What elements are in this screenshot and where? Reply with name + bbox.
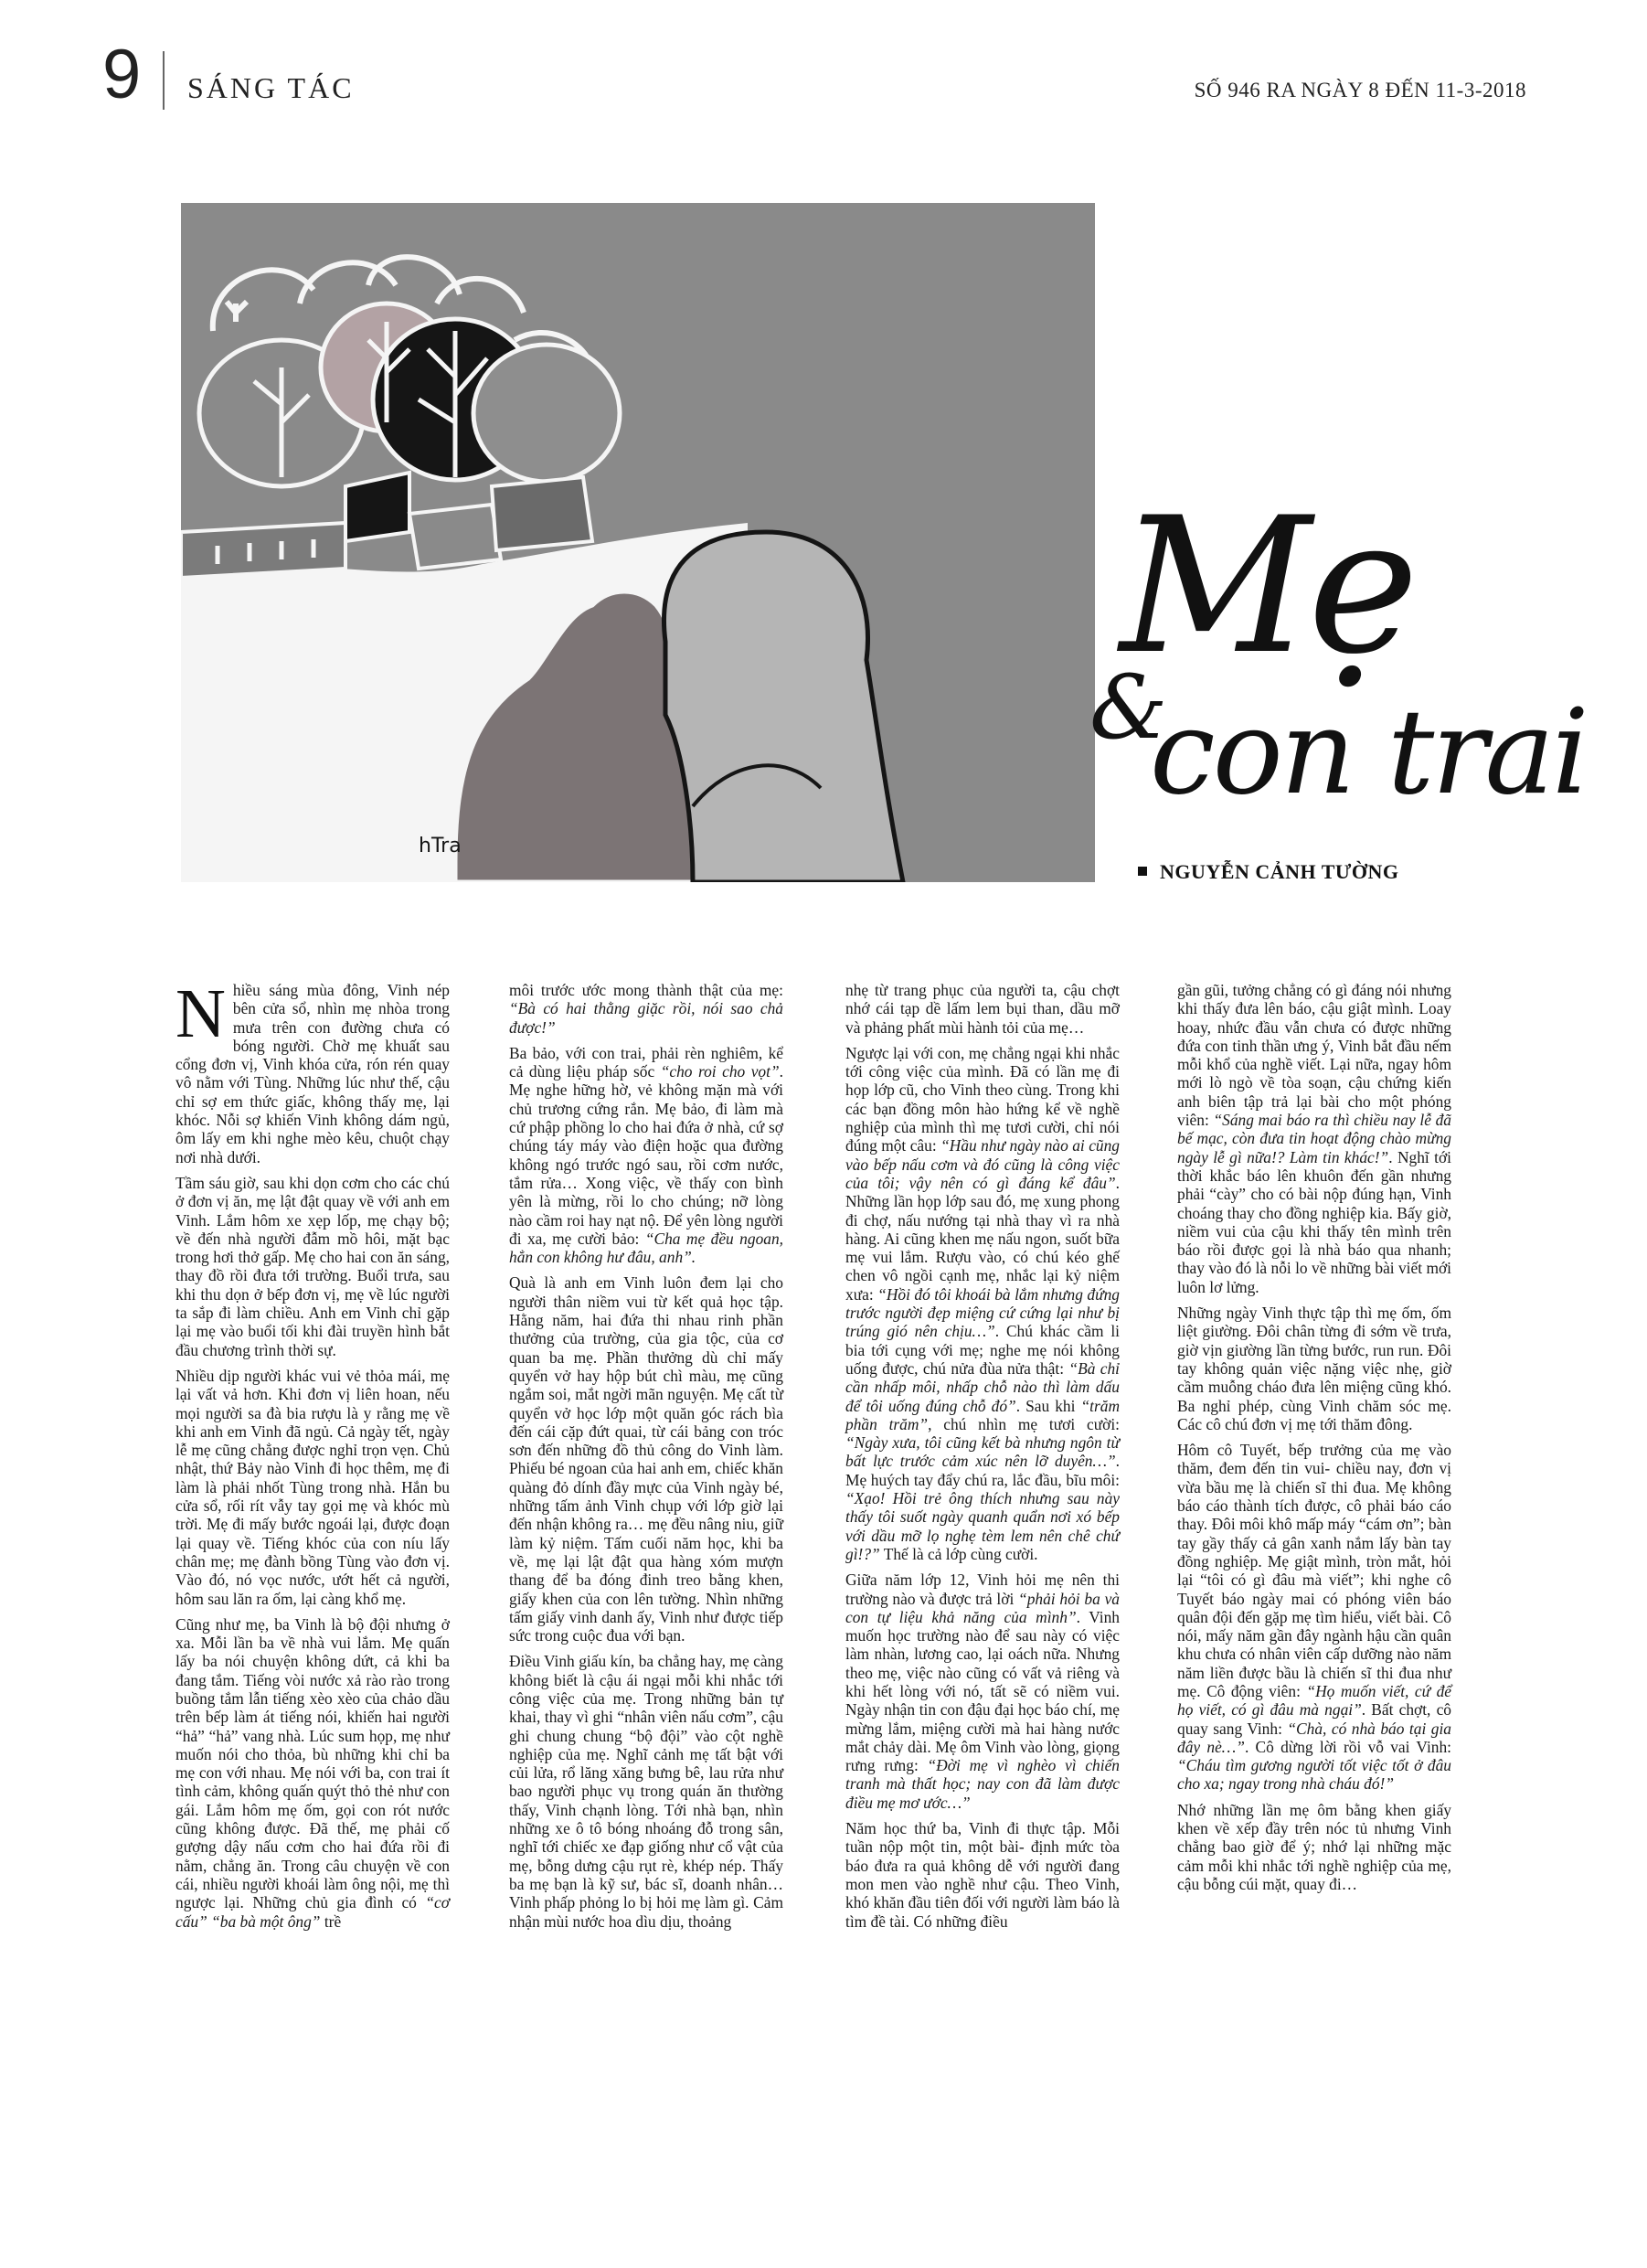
paragraph-text: Nhớ những lần mẹ ôm bằng khen giấy khen về xếp đầy trên nóc tủ nhưng Vinh chẳng bao giờ để ý; nhớ lại những mặc cảm mỗi khi nhắc tới nghề nghiệp của mẹ, cậu bỗng cúi mặt, quay đi… (1177, 1800, 1451, 1893)
text-column-1 (175, 975, 450, 1938)
quoted-speech: “trăm phần trăm” (845, 1396, 1121, 1433)
paragraph-text: Năm học thứ ba, Vinh đi thực tập. Mỗi tuần nộp một tin, một bài- định mức tòa báo đưa ra quả không dễ với người đang mon men vào nghề như cậu. Theo Vinh, khó khăn đầu tiên đối với người làm báo là tìm đề tài. Có những điều (845, 1819, 1120, 1931)
paragraph-text: . Những lần họp lớp sau đó, mẹ xung phong đi chợ, nấu nướng tại nhà thay vì ra nhà hàng. Ai cũng khen mẹ nấu ngon, suốt bữa mẹ vui lắm. Rượu vào, có chú kéo ghế chen vô ngồi cạnh mẹ, nhắc lại kỷ niệm xưa: (845, 1173, 1120, 1304)
paragraph-text: . Nghĩ tới thời khắc báo lên khuôn đến gần nhưng phải “cày” cho có bài nộp đúng hạn, Vinh choáng thay cho đồng nghiệp kia. Bấy giờ, niềm vui của cậu khi thấy tên mình trên báo rồi được gọi là nhà báo qua nhanh; thay vào đó là nỗi lo về những bài viết mới luôn lơ lửng. (1177, 1147, 1451, 1296)
article-paragraph (509, 1652, 783, 1930)
paragraph-text: trề (320, 1911, 342, 1931)
article-paragraph (509, 981, 783, 1037)
quoted-speech: “Ngày xưa, tôi cũng kết bà nhưng ngôn từ bất lực trước cảm xúc nên lỡ duyên…” (845, 1433, 1120, 1471)
paragraph-text: nhẹ từ trang phục của người ta, cậu chợt nhớ cái tạp dề lấm lem bụi than, dầu mỡ và phảng phất mùi hành tỏi của mẹ… (845, 981, 1120, 1037)
paragraph-text: . Vinh muốn học trường nào để sau này có việc làm nhàn, lương cao, lại oách nữa. Nhưng theo mẹ, việc nào cũng có vất vả riêng và khi hết lòng với nó, tất sẽ có niềm vui. Ngày nhận tin con đậu đại học báo chí, mẹ mừng lắm, miệng cười mà hai hàng nước mắt chảy dài. Mẹ ôm Vinh vào lòng, giọng rưng rưng: (845, 1607, 1121, 1775)
article-paragraph (845, 981, 1120, 1037)
byline (1138, 860, 1399, 884)
article-paragraph (175, 1367, 450, 1608)
article-paragraph (175, 1174, 450, 1359)
article-paragraph (175, 975, 450, 1166)
paragraph-text: . Bất chợt, cô quay sang Vinh: (1177, 1700, 1451, 1738)
story-illustration (181, 203, 1095, 882)
article-paragraph (845, 1571, 1120, 1812)
paragraph-text: Tầm sáu giờ, sau khi dọn cơm cho các chú ở đơn vị ăn, mẹ lật đật quay về với anh em Vinh. Lắm hôm xe xẹp lốp, mẹ chạy bộ; về đến nhà người đẫm mồ hôi, mặt bạc trong hơi thở gấp. Mẹ cho hai con ăn sáng, thay đồ rồi đưa tới trường. Buổi trưa, sau khi thu dọn ở bếp đơn vị, mẹ về lúc người ta sắp đi làm chiều. Anh em Vinh chỉ gặp lại mẹ vào buổi tối khi đài truyền hình bắt đầu chương trình thời sự. (175, 1173, 450, 1359)
header-divider (163, 51, 165, 110)
illustration-drawing (181, 203, 1095, 882)
quoted-speech: “Bà chỉ cần nhấp môi, nhấp chỗ nào thì làm dấu để tôi uống đúng chỗ đó” (845, 1358, 1120, 1415)
page-header (0, 0, 1647, 119)
drop-cap: N (175, 975, 226, 1052)
roof-dark (345, 473, 409, 541)
article-paragraph (175, 1615, 450, 1931)
paragraph-text: Thế là cả lớp cùng cười. (879, 1544, 1038, 1563)
artist-signature: hTra (419, 835, 462, 857)
paragraph-text: Ba bảo, với con trai, phải rèn nghiêm, kể cả dùng liệu pháp sốc (509, 1043, 783, 1081)
article-paragraph (1177, 1304, 1451, 1433)
paragraph-text: gần gũi, tưởng chẳng có gì đáng nói nhưng khi thấy đưa lên báo, cậu giật mình. Loay hoay, nhức đầu vẫn chưa có được những đứa con tinh thần ưng ý, Vinh bắt đầu nếm mỗi khổ của nghề viết. Lại nữa, ngay hôm mới lò ngò về tòa soạn, cậu chứng kiến anh biên tập trả lại bài cho một phóng viên: (1177, 981, 1451, 1130)
paragraph-text: Điều Vinh giấu kín, ba chẳng hay, mẹ càng không biết là cậu ái ngại mỗi khi nhắc tới công việc của mẹ. Trong những bản tự khai, thay vì ghi “nhân viên nấu cơm”, cậu ghi chung chung “bộ đội” vào cột nghề nghiệp của mẹ. Nghĩ cảnh mẹ tất bật với củi lửa, rổ lăng xăng bưng bê, lau rửa như bao người phục vụ trong quán ăn thường thấy, Vinh chạnh lòng. Tới nhà bạn, nhìn những xe ô tô bóng nhoáng đỗ trong sân, nghĩ tới chiếc xe đạp giống như cổ vật của mẹ, bỗng dưng cậu rụt rè, khép nép. Thấy ba mẹ bạn là kỹ sư, bác sĩ, doanh nhân… Vinh phấp phỏng lo bị hỏi mẹ làm gì. Cảm nhận mùi nước hoa dìu dịu, thoảng (509, 1652, 783, 1931)
article-paragraph (1177, 1441, 1451, 1794)
paragraph-text: Ngược lại với con, mẹ chẳng ngại khi nhắc tới công việc của mình. Đã có lần mẹ đi họp lớp cũ, cho Vinh theo cùng. Trong khi các bạn đồng môn hào hứng kể về nghề nghiệp của mình thì mẹ tươi cười, chỉ nói đúng một câu: (845, 1043, 1120, 1155)
quoted-speech: “Bà có hai thằng giặc rồi, nói sao chả được!” (509, 999, 783, 1037)
headline-con-trai: con trai (1150, 685, 1587, 821)
article-paragraph (845, 1819, 1120, 1931)
roof-mid (492, 477, 592, 550)
paragraph-text: Cũng như mẹ, ba Vinh là bộ đội nhưng ở xa. Mỗi lần ba về nhà vui lắm. Mẹ quấn lấy ba nói chuyện không dứt, cả khi ba đang tắm. Tiếng vòi nước xả rào rào trong buồng tắm lẫn tiếng xèo xèo của chảo dầu trên bếp làm át tiếng nói, khiến hai người “hả” “hả” vang nhà. Lúc sum họp, mẹ như muốn nói cho thỏa, bù những khi chỉ ba mẹ con với nhau. Mẹ nói với ba, con trai ít tình cảm, không quấn quýt thỏ thẻ như con gái. Lắm hôm mẹ ốm, gọi con rót nước cũng không được. Đã thế, mẹ phải cố gượng dậy nấu cơm cho hai đứa rồi đi nằm, chẳng ăn. Trong câu chuyện về con cái, nhiều người khoái làm ông nội, mẹ thì ngược lại. Những chủ gia đình có (175, 1614, 450, 1912)
quoted-speech: “cơ cấu” “ba bà một ông” (175, 1893, 450, 1931)
paragraph-text: hiều sáng mùa đông, Vinh nép bên cửa sổ, nhìn mẹ nhòa trong mưa trên con đường chưa có bóng người. Chờ mẹ khuất sau cổng đơn vị, Vinh khóa cửa, rón rén quay vô nằm với Tùng. Những lúc như thế, cậu chỉ sợ em thức giấc, không thấy mẹ, lại khóc. Nỗi sợ khiến Vinh không dám ngủ, ôm lấy em khi nghe mèo kêu, chuột chạy nơi nhà dưới. (175, 981, 450, 1166)
quoted-speech: “Hầu như ngày nào ai cũng vào bếp nấu cơm và đó cũng là công việc của tôi; vậy nên có gì đáng kể đâu” (845, 1136, 1120, 1192)
text-column-2 (509, 981, 783, 1938)
article-paragraph (1177, 1801, 1451, 1893)
author-name: NGUYỄN CẢNH TƯỜNG (1160, 860, 1399, 883)
paragraph-text: . Chú khác cầm li bia tới cụng với mẹ; nghe mẹ nói không uống được, chú nửa đùa nửa thật: (845, 1322, 1121, 1378)
paragraph-text: Hôm cô Tuyết, bếp trưởng của mẹ vào thăm, đem đến tin vui- chiều nay, đơn vị vừa bầu mẹ là chiến sĩ thi đua. Mẹ không báo cáo thành tích được, cô phải báo cáo thay. Đôi môi khô mấp máy “cám ơn”; bàn tay gầy thấy cả gân xanh nắm lấy bàn tay đồng nghiệp. Mẹ giật mình, tròn mắt, hỏi lại “tôi có gì đâu mà viết”; khi nghe cô Tuyết báo ngày mai có phóng viên báo quân đội đến gặp mẹ tìm hiểu, viết bài. Cô nói, mấy năm gần đây ngành hậu cần quân khu chưa có nhân viên cấp dưỡng nào năm năm liền được bầu là chiến sĩ thi đua như mẹ. Cô động viên: (1177, 1441, 1451, 1700)
article-paragraph (1177, 981, 1451, 1296)
quoted-speech: “Sáng mai báo ra thì chiều nay lễ đã bế mạc, còn đưa tin hoạt động chào mừng ngày lễ gì nữa!? Làm tin khác!” (1177, 1111, 1451, 1166)
paragraph-text: . Mẹ nghe hững hờ, vẻ không mặn mà với chủ trương cứng rắn. Mẹ bảo, đi làm mà cứ phập phồng lo cho hai đứa ở nhà, cứ sợ chúng táy máy vào điện hoặc qua đường không ngó trước ngó sau, rồi cơm nước, tắm rửa… Xong việc, về thấy con bình yên là mừng, rồi lo cho chúng; nỡ lòng nào cầm roi hay nạt nộ. Để yên lòng người đi xa, mẹ cười bảo: (509, 1062, 783, 1248)
paragraph-text: . Sau khi (1015, 1396, 1081, 1415)
quoted-speech: “Họ muốn viết, cứ để họ viết, có gì đâu mà ngại” (1177, 1681, 1451, 1720)
issue-date: SỐ 946 RA NGÀY 8 ĐẾN 11-3-2018 (1194, 79, 1526, 101)
paragraph-text: Những ngày Vinh thực tập thì mẹ ốm, ốm liệt giường. Đôi chân từng đi sớm về trưa, giờ vịn giường lần từng bước, run run. Đôi tay không quản việc nặng việc nhẹ, giờ cầm muỗng cháo đưa lên miệng cũng khó. Ba nghỉ phép, cùng Vinh chăm sóc mẹ. Các cô chú đơn vị mẹ tới thăm đông. (1177, 1304, 1451, 1433)
tree-right (473, 345, 620, 482)
quoted-speech: “phải hỏi ba và con tự liệu khả năng của mình” (845, 1589, 1120, 1626)
quoted-speech: “Chà, có nhà báo tại gia đây nè…” (1177, 1719, 1451, 1756)
quoted-speech: “Cháu tìm gương người tốt việc tốt ở đâu cho xa; ngay trong nhà cháu đó!” (1177, 1756, 1451, 1794)
byline-bullet-icon (1138, 867, 1147, 876)
paragraph-text: Giữa năm lớp 12, Vinh hỏi mẹ nên thi trường nào và được trả lời (845, 1571, 1120, 1608)
article-paragraph (845, 1044, 1120, 1563)
paragraph-text: môi trước ước mong thành thật của mẹ: (509, 981, 783, 999)
quoted-speech: “Hồi đó tôi khoái bà lắm nhưng đứng trước người đẹp miệng cứ cứng lại như bị trúng gió nên chịu…” (845, 1284, 1120, 1341)
paragraph-text: Nhiều dịp người khác vui vẻ thỏa mái, mẹ lại vất vả hơn. Khi đơn vị liên hoan, nếu mọi người sa đà bia rượu là y rằng mẹ về khi anh em Vinh đã ngủ. Cả ngày tết, ngày lễ mẹ cũng chẳng được nghỉ trọn vẹn. Chủ nhật, thứ Bảy nào Vinh đi học thêm, mẹ đi làm là phải nhốt Tùng trong nhà. Hắn bu cửa sổ, rối rít vẫy tay gọi mẹ và khóc mù trời. Mẹ đi mấy bước ngoái lại, được đoạn lại quay về. Tiếng khóc của con níu lấy chân mẹ; mẹ đành bồng Tùng vào đơn vị. Vào đó, nó vọc nước, ướt hết cả người, hôm sau lăn ra ốm, lại càng khổ mẹ. (175, 1366, 450, 1608)
quoted-speech: “cho roi cho vọt” (660, 1062, 780, 1081)
text-column-4 (1177, 981, 1451, 1901)
paragraph-text: . Cô dừng lời rồi vỗ vai Vinh: (1244, 1737, 1452, 1756)
paragraph-text: , chú nhìn mẹ tươi cười: (928, 1414, 1120, 1433)
paragraph-text: . Mẹ huých tay đẩy chú ra, lắc đầu, bĩu môi: (845, 1452, 1120, 1489)
article-paragraph (509, 1044, 783, 1267)
quoted-speech: “Cha mẹ đều ngoan, hẳn con không hư đâu, anh”. (509, 1229, 784, 1267)
section-title: SÁNG TÁC (187, 71, 355, 104)
headline-ampersand: & (1089, 656, 1168, 759)
text-column-3 (845, 981, 1120, 1938)
article-paragraph (509, 1273, 783, 1645)
houses-row (181, 523, 345, 578)
paragraph-text: Quà là anh em Vinh luôn đem lại cho người thân niềm vui từ kết quả học tập. Hằng năm, hai đứa thi nhau rinh phần thưởng của trường, của gia tộc, của cơ quan ba mẹ. Phần thưởng dù chỉ mấy quyển vở hay hộp bút chì màu, mẹ cũng ngắm soi, mắt ngời mãn nguyện. Mẹ cất từ quyển vở học lớp một quăn góc rách bìa đến cái cặp đứt quai, từ cái bảng con tróc sơn đến những đồ thủ công do Vinh làm. Phiếu bé ngoan của hai anh em, chiếc khăn quàng đỏ dính đầy mực của Vinh ngày bé, những tấm ảnh Vinh chụp với lớp giờ lại đến nhận không ra… mẹ đều nâng niu, giữ làm kỷ niệm. Tấm cuối năm học, khi ba về, mẹ lại lật đật qua hàng xóm mượn thang để ba đóng đinh treo bằng khen, giấy khen của con lên tường. Nhìn những tấm giấy vinh danh ấy, Vinh như được tiếp sức trong cuộc đua với bạn. (509, 1273, 783, 1645)
quoted-speech: “Xạo! Hồi trẻ ông thích nhưng sau này thấy tôi suốt ngày quanh quẩn nơi xó bếp với dầu mỡ lọ nghẹ tèm lem nên chê chứ gì!?” (845, 1489, 1120, 1563)
roof-gray (409, 505, 501, 569)
headline-me: Mẹ (1120, 478, 1416, 696)
quoted-speech: “Đời mẹ vì nghèo vì chiến tranh mà thất học; nay con đã làm được điều mẹ mơ ước…” (845, 1756, 1120, 1812)
page-number: 9 (102, 36, 142, 113)
